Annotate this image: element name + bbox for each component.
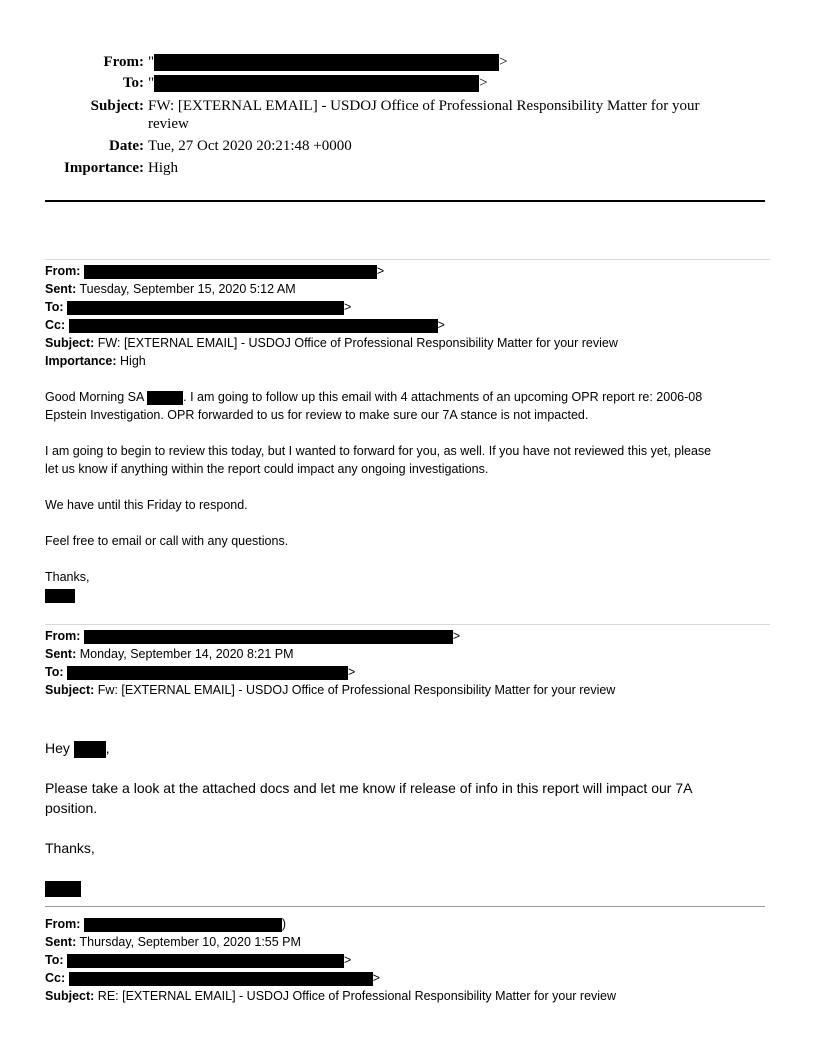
msg3-sent-line: Sent: Thursday, September 10, 2020 1:55 PM xyxy=(45,935,301,949)
msg2-signature-redaction xyxy=(45,881,81,897)
to-label: To: xyxy=(122,75,144,91)
to-value: " > xyxy=(148,75,488,91)
msg3-sent-value: Thursday, September 10, 2020 1:55 PM xyxy=(79,935,301,949)
redaction-block xyxy=(69,319,438,333)
importance-label: Importance: xyxy=(64,160,144,176)
message-divider xyxy=(45,906,765,907)
msg1-importance-value: High xyxy=(120,354,146,368)
msg2-from-line: From: > xyxy=(45,629,461,643)
date-value: Tue, 27 Oct 2020 20:21:48 +0000 xyxy=(148,138,352,154)
msg3-cc-line: Cc: > xyxy=(45,971,380,985)
msg1-paragraph-3: We have until this Friday to respond. xyxy=(45,498,248,512)
msg1-from-line: From: > xyxy=(45,264,385,278)
msg2-greeting: Hey , xyxy=(45,740,110,756)
redaction-block xyxy=(154,54,499,71)
msg1-subject-value: FW: [EXTERNAL EMAIL] - USDOJ Office of Professional Responsibility Matter for your review xyxy=(97,336,618,350)
msg2-to-line: To: > xyxy=(45,665,356,679)
redaction-block xyxy=(67,954,344,968)
redaction-block xyxy=(154,75,479,92)
msg2-paragraph-1: Please take a look at the attached docs and let me know if release of info in this report will impact our 7A position. xyxy=(45,780,693,816)
msg3-subject-line: Subject: RE: [EXTERNAL EMAIL] - USDOJ Office of Professional Responsibility Matter for your review xyxy=(45,989,617,1003)
msg2-sent-value: Monday, September 14, 2020 8:21 PM xyxy=(79,647,294,661)
msg1-sent-line: Sent: Tuesday, September 15, 2020 5:12 AM xyxy=(45,282,296,296)
top-header xyxy=(0,54,816,184)
msg2-sent-line: Sent: Monday, September 14, 2020 8:21 PM xyxy=(45,647,294,661)
redaction-block xyxy=(84,265,377,279)
message-divider xyxy=(45,624,770,625)
msg2-subject-value: Fw: [EXTERNAL EMAIL] - USDOJ Office of Professional Responsibility Matter for your review xyxy=(97,683,616,697)
redaction-block xyxy=(67,666,348,680)
from-label: From: xyxy=(103,54,144,70)
subject-line-1: FW: [EXTERNAL EMAIL] - USDOJ Office of Professional Responsibility Matter for your xyxy=(148,98,700,114)
msg1-subject-line: Subject: FW: [EXTERNAL EMAIL] - USDOJ Office of Professional Responsibility Matter for your review xyxy=(45,336,618,350)
importance-value: High xyxy=(148,160,178,176)
redaction-block xyxy=(67,301,344,315)
header-divider xyxy=(45,200,765,202)
date-label: Date: xyxy=(109,138,144,154)
from-value: " > xyxy=(148,54,508,70)
msg1-signoff: Thanks, xyxy=(45,570,90,584)
redaction-block xyxy=(147,391,183,405)
subject-label: Subject: xyxy=(90,98,144,114)
msg1-to-line: To: > xyxy=(45,300,352,314)
msg2-subject-line: Subject: Fw: [EXTERNAL EMAIL] - USDOJ Office of Professional Responsibility Matter for your review xyxy=(45,683,616,697)
msg1-paragraph-2: I am going to begin to review this today, but I wanted to forward for you, as well. If you have not reviewed this yet, please let us know if anything within the report could impact any ongoing investigations. xyxy=(45,444,712,476)
redaction-block xyxy=(84,918,282,932)
msg3-subject-value: RE: [EXTERNAL EMAIL] - USDOJ Office of Professional Responsibility Matter for your review xyxy=(97,989,617,1003)
msg3-to-line: To: > xyxy=(45,953,352,967)
message-divider xyxy=(45,259,770,260)
redaction-block xyxy=(84,630,453,644)
msg1-signature-redaction xyxy=(45,589,75,603)
msg1-cc-line: Cc: > xyxy=(45,318,445,332)
msg1-importance-line: Importance: High xyxy=(45,354,146,368)
msg1-sent-value: Tuesday, September 15, 2020 5:12 AM xyxy=(79,282,296,296)
subject-line-2: review xyxy=(148,116,189,132)
msg1-paragraph-4: Feel free to email or call with any questions. xyxy=(45,534,289,548)
msg3-from-line: From: ) xyxy=(45,917,287,931)
msg2-signoff: Thanks, xyxy=(45,840,95,856)
msg1-paragraph-1: Good Morning SA . I am going to follow up this email with 4 attachments of an upcoming OPR report re: 2006-08 Epstein Investigation. OPR forwarded to us for review to make sure our 7A stance is not impacted. xyxy=(45,390,703,422)
redaction-block xyxy=(74,741,106,758)
redaction-block xyxy=(69,972,373,986)
